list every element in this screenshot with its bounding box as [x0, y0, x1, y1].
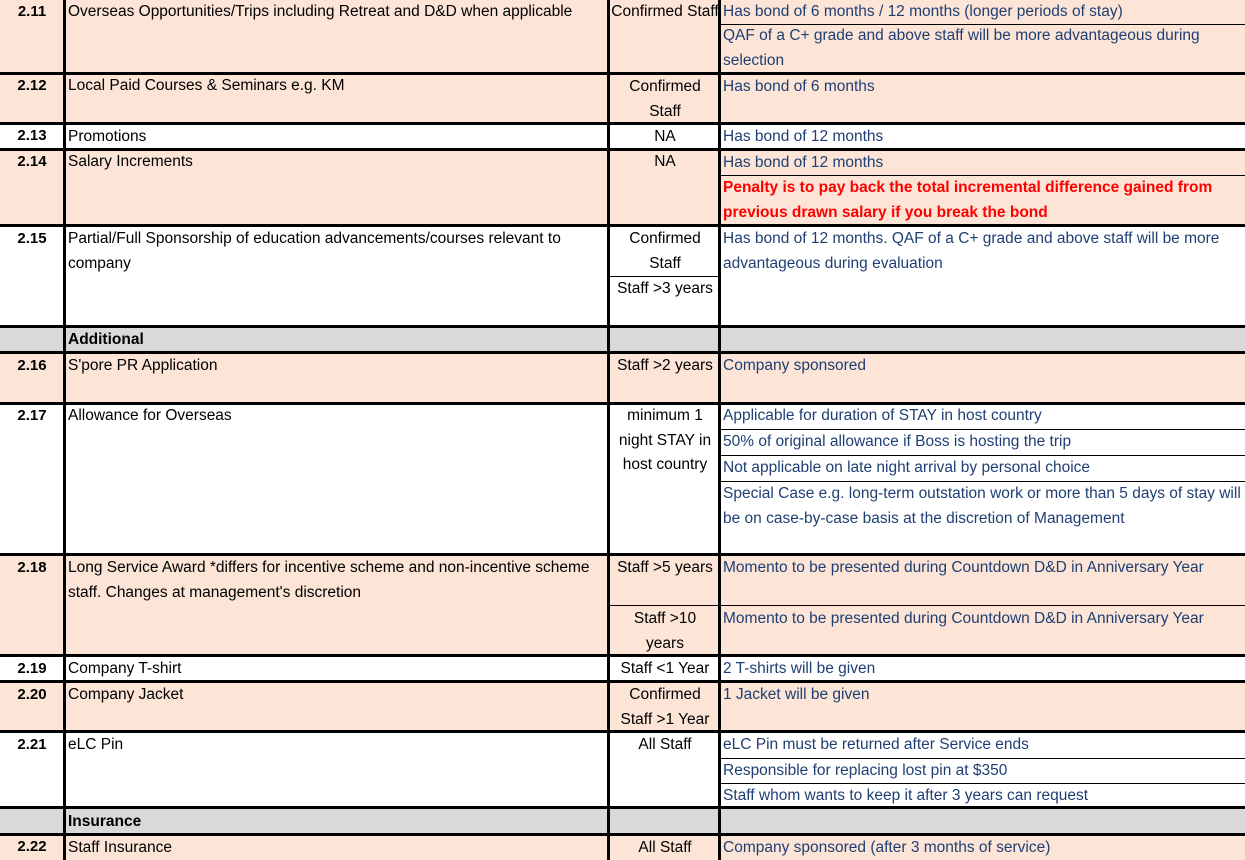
- eligibility: Staff >10 years: [633, 610, 697, 652]
- remark: Company sponsored: [723, 357, 867, 374]
- benefit-item: Company Jacket: [68, 686, 184, 703]
- eligibility: minimum 1 night STAY in host country: [618, 407, 712, 473]
- benefit-item: Long Service Award *differs for incentive scheme and non-incentive scheme staff. Changes at management's discretion: [68, 559, 590, 601]
- benefit-item: Allowance for Overseas: [68, 407, 232, 424]
- benefit-item: Staff Insurance: [68, 839, 172, 856]
- row-number: 2.22: [17, 838, 47, 855]
- remark: 50% of original allowance if Boss is hosting the trip: [723, 433, 1072, 450]
- eligibility: Staff >3 years: [617, 280, 713, 297]
- remark: Has bond of 12 months: [723, 154, 884, 171]
- remark: Special Case e.g. long-term outstation work or more than 5 days of stay will be on case-by-case basis at the discretion of Management: [723, 485, 1241, 527]
- benefit-item: Local Paid Courses & Seminars e.g. KM: [68, 77, 345, 94]
- remark: Applicable for duration of STAY in host country: [723, 407, 1042, 424]
- remark: Not applicable on late night arrival by personal choice: [723, 459, 1091, 476]
- remark: 2 T-shirts will be given: [723, 660, 876, 677]
- remark: Staff whom wants to keep it after 3 years can request: [723, 787, 1089, 804]
- remark: eLC Pin must be returned after Service ends: [723, 736, 1029, 753]
- row-number: 2.17: [17, 407, 47, 424]
- remark: Has bond of 6 months / 12 months (longer periods of stay): [723, 3, 1123, 20]
- penalty-remark: Penalty is to pay back the total incremental difference gained from previous drawn salary if you break the bond: [723, 179, 1213, 221]
- eligibility: All Staff: [638, 736, 692, 753]
- row-number: 2.11: [17, 3, 47, 20]
- eligibility: Staff >2 years: [617, 357, 713, 374]
- section-title: Insurance: [68, 813, 142, 830]
- benefit-item: eLC Pin: [68, 736, 124, 753]
- remark: Has bond of 12 months. QAF of a C+ grade and above staff will be more advantageous during evaluation: [723, 230, 1220, 272]
- eligibility: Staff <1 Year: [620, 660, 710, 677]
- row-number: 2.18: [17, 559, 47, 576]
- eligibility: Confirmed Staff: [629, 78, 701, 120]
- benefit-item: Partial/Full Sponsorship of education advancements/courses relevant to company: [68, 230, 561, 272]
- eligibility: Confirmed Staff >1 Year: [620, 686, 710, 728]
- row-number: 2.14: [17, 153, 47, 170]
- eligibility: Confirmed Staff: [629, 230, 701, 272]
- benefit-item: Promotions: [68, 128, 147, 145]
- row-number: 2.15: [17, 230, 47, 247]
- remark: 1 Jacket will be given: [723, 686, 870, 703]
- remark: QAF of a C+ grade and above staff will be more advantageous during selection: [723, 27, 1200, 69]
- eligibility: NA: [654, 128, 676, 145]
- row-number: 2.12: [17, 77, 47, 94]
- row-number: 2.16: [17, 357, 47, 374]
- benefit-item: S'pore PR Application: [68, 357, 218, 374]
- cell-divider: [610, 605, 1245, 606]
- eligibility: All Staff: [638, 839, 692, 856]
- remark: Momento to be presented during Countdown D&D in Anniversary Year: [723, 559, 1204, 576]
- remark: Company sponsored (after 3 months of service): [723, 839, 1051, 856]
- benefit-item: Salary Increments: [68, 153, 193, 170]
- remark: Responsible for replacing lost pin at $350: [723, 762, 1008, 779]
- eligibility: Confirmed Staff: [611, 3, 719, 20]
- row-number: 2.13: [17, 127, 47, 144]
- eligibility: Staff >5 years: [617, 559, 713, 576]
- row-number: 2.19: [17, 660, 47, 677]
- remark: Momento to be presented during Countdown D&D in Anniversary Year: [723, 610, 1204, 627]
- remark: Has bond of 6 months: [723, 78, 875, 95]
- section-title: Additional: [68, 331, 144, 348]
- remark: Has bond of 12 months: [723, 128, 884, 145]
- row-number: 2.21: [17, 736, 47, 753]
- benefit-item: Company T-shirt: [68, 660, 182, 677]
- row-number: 2.20: [17, 686, 47, 703]
- eligibility: NA: [654, 153, 676, 170]
- benefit-item: Overseas Opportunities/Trips including Retreat and D&D when applicable: [68, 3, 573, 20]
